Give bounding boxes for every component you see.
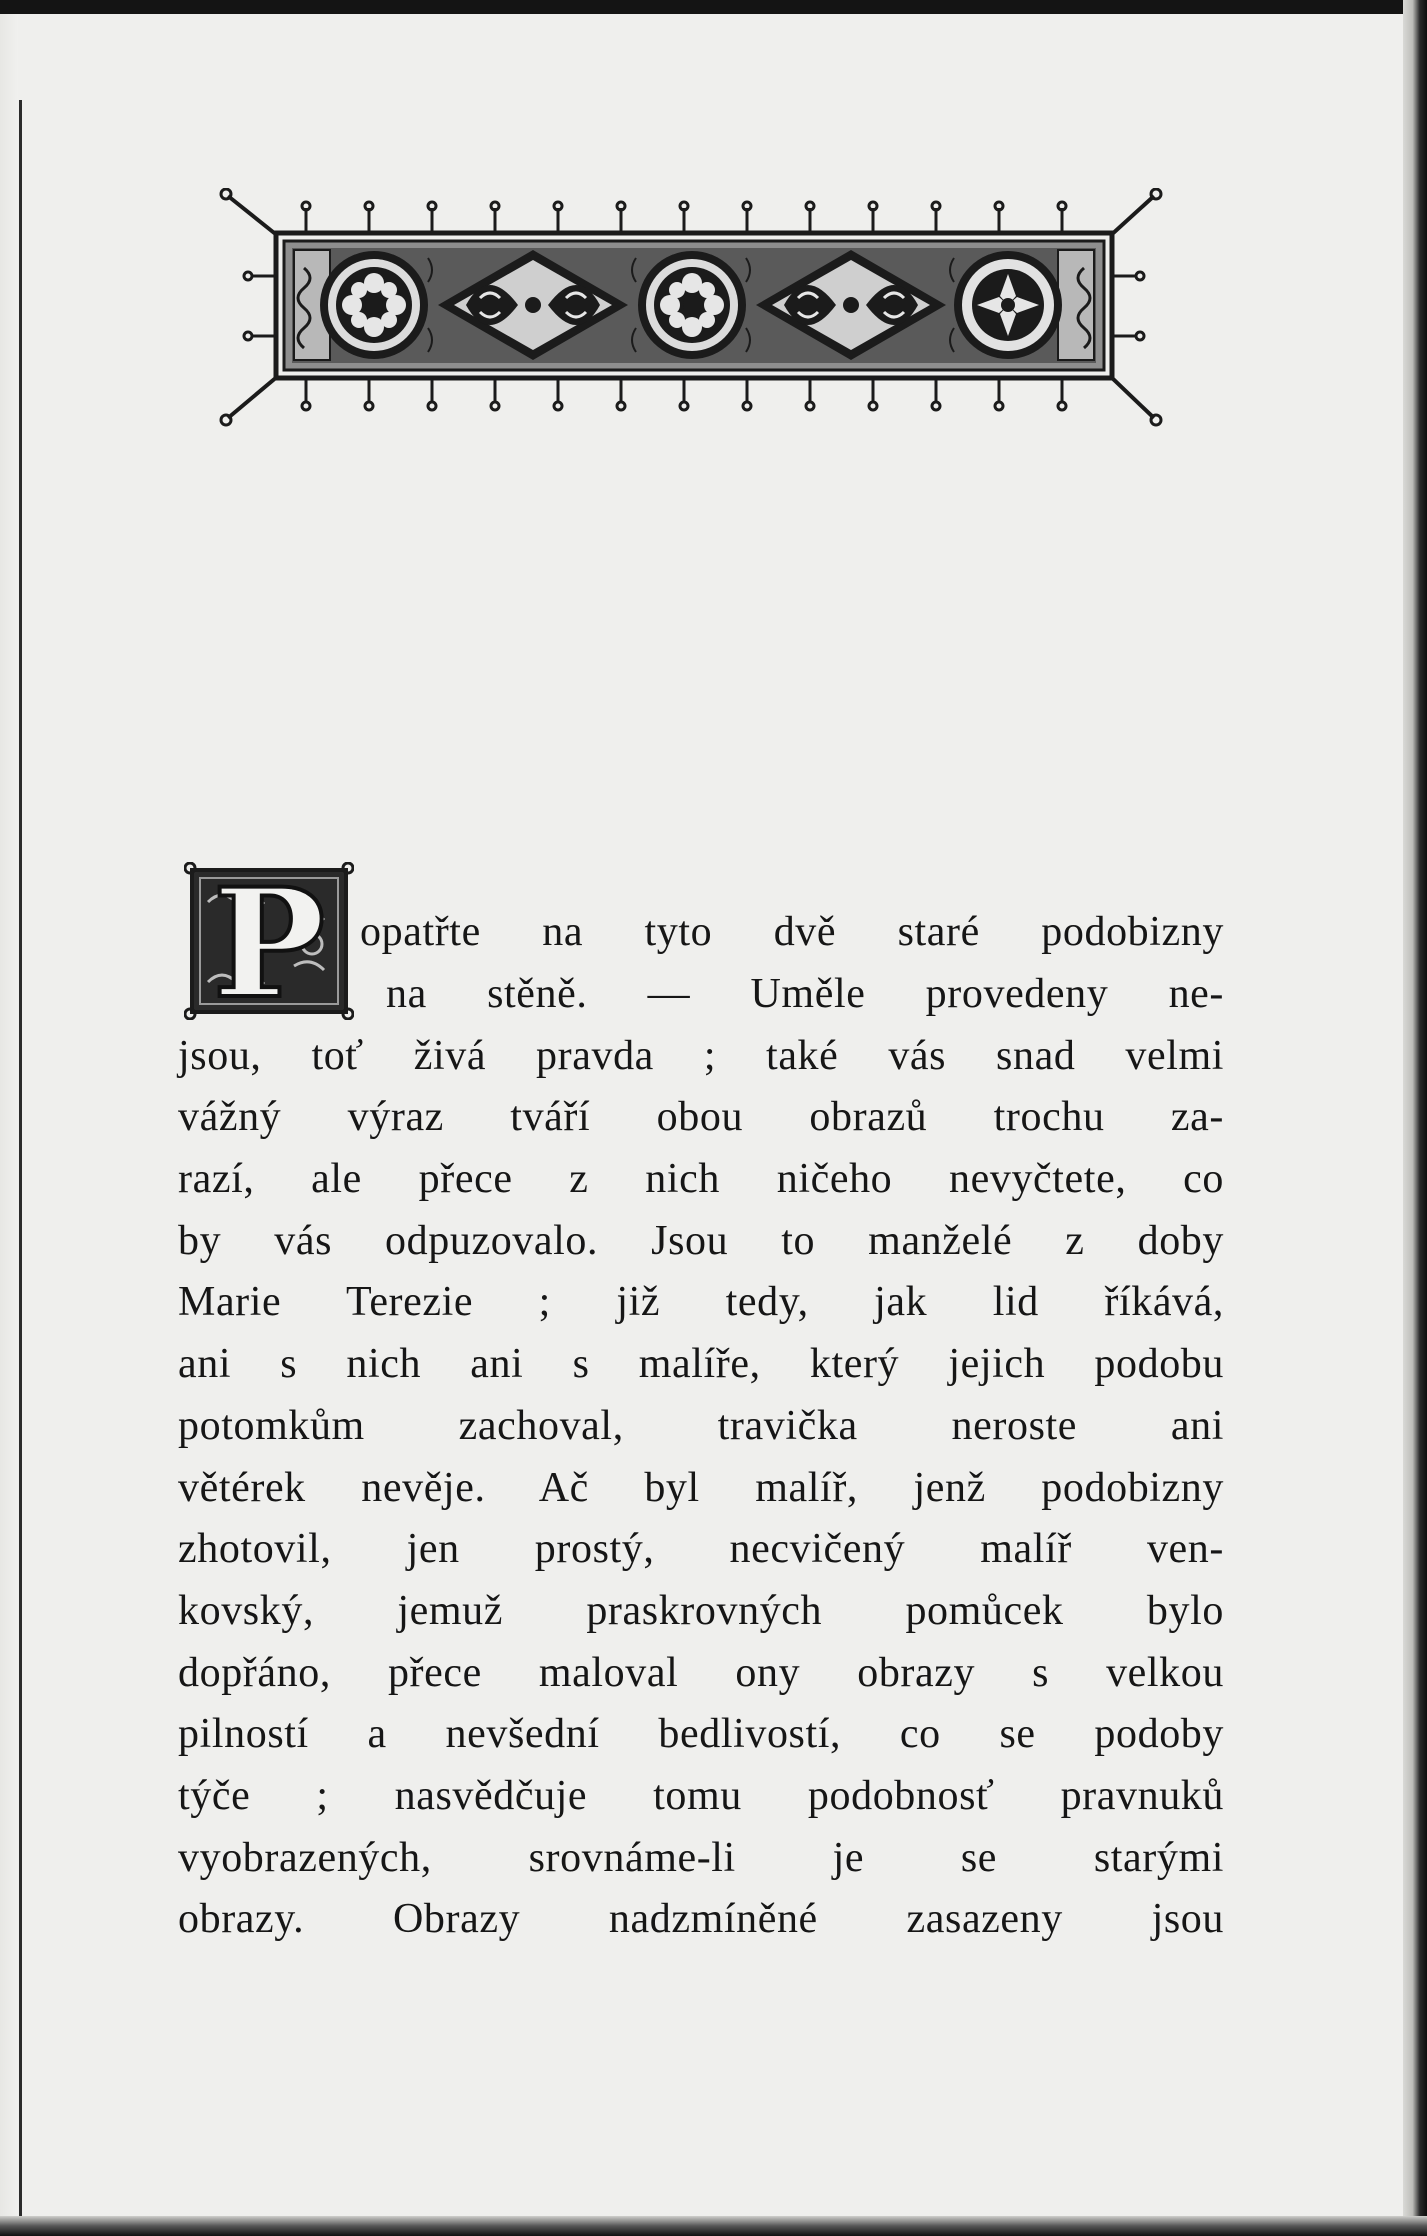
body-text [178,910,1224,1951]
ornament-headpiece [218,188,1164,428]
text-line-4: vážný výraz tváří obou obrazů trochu za- [178,1094,1224,1141]
text-line-12: kovský, jemuž praskrovných pomůcek bylo [178,1587,1224,1634]
text-lines [178,910,1224,1951]
text-line-16: vyobrazených, srovnáme-li je se starými [178,1834,1224,1881]
text-line-7: Marie Terezie ; již tedy, jak lid říkává, [178,1279,1224,1326]
right-scan-border [1403,0,1427,2236]
left-margin-shadow [0,0,18,2236]
text-line-1: opatřte na tyto dvě staré podobizny [360,909,1224,955]
text-line-17: obrazy. Obrazy nadzmíněné zasazeny jsou [178,1896,1224,1943]
text-line-8: ani s nich ani s malíře, který jejich podobu [178,1341,1224,1388]
text-line-13: dopřáno, přece maloval ony obrazy s velkou [178,1649,1224,1696]
text-line-10: větérek nevěje. Ač byl malíř, jenž podobizny [178,1464,1224,1511]
bottom-scan-border [0,2216,1427,2236]
text-line-15: týče ; nasvědčuje tomu podobnosť pravnuků [178,1772,1224,1819]
text-line-9: potomkům zachoval, travička neroste ani [178,1402,1224,1449]
text-line-6: by vás odpuzovalo. Jsou to manželé z doby [178,1217,1224,1264]
text-line-14: pilností a nevšední bedlivostí, co se podoby [178,1711,1224,1758]
drop-cap-letter: P [212,856,326,1032]
text-line-2: na stěně. — Uměle provedeny ne- [386,971,1224,1017]
text-line-5: razí, ale přece z nich ničeho nevyčtete, co [178,1156,1224,1203]
binding-edge [18,100,23,2220]
text-line-11: zhotovil, jen prostý, necvičený malíř ven- [178,1526,1224,1573]
text-line-3: jsou, toť živá pravda ; také vás snad velmi [178,1032,1224,1079]
top-scan-border [0,0,1427,14]
